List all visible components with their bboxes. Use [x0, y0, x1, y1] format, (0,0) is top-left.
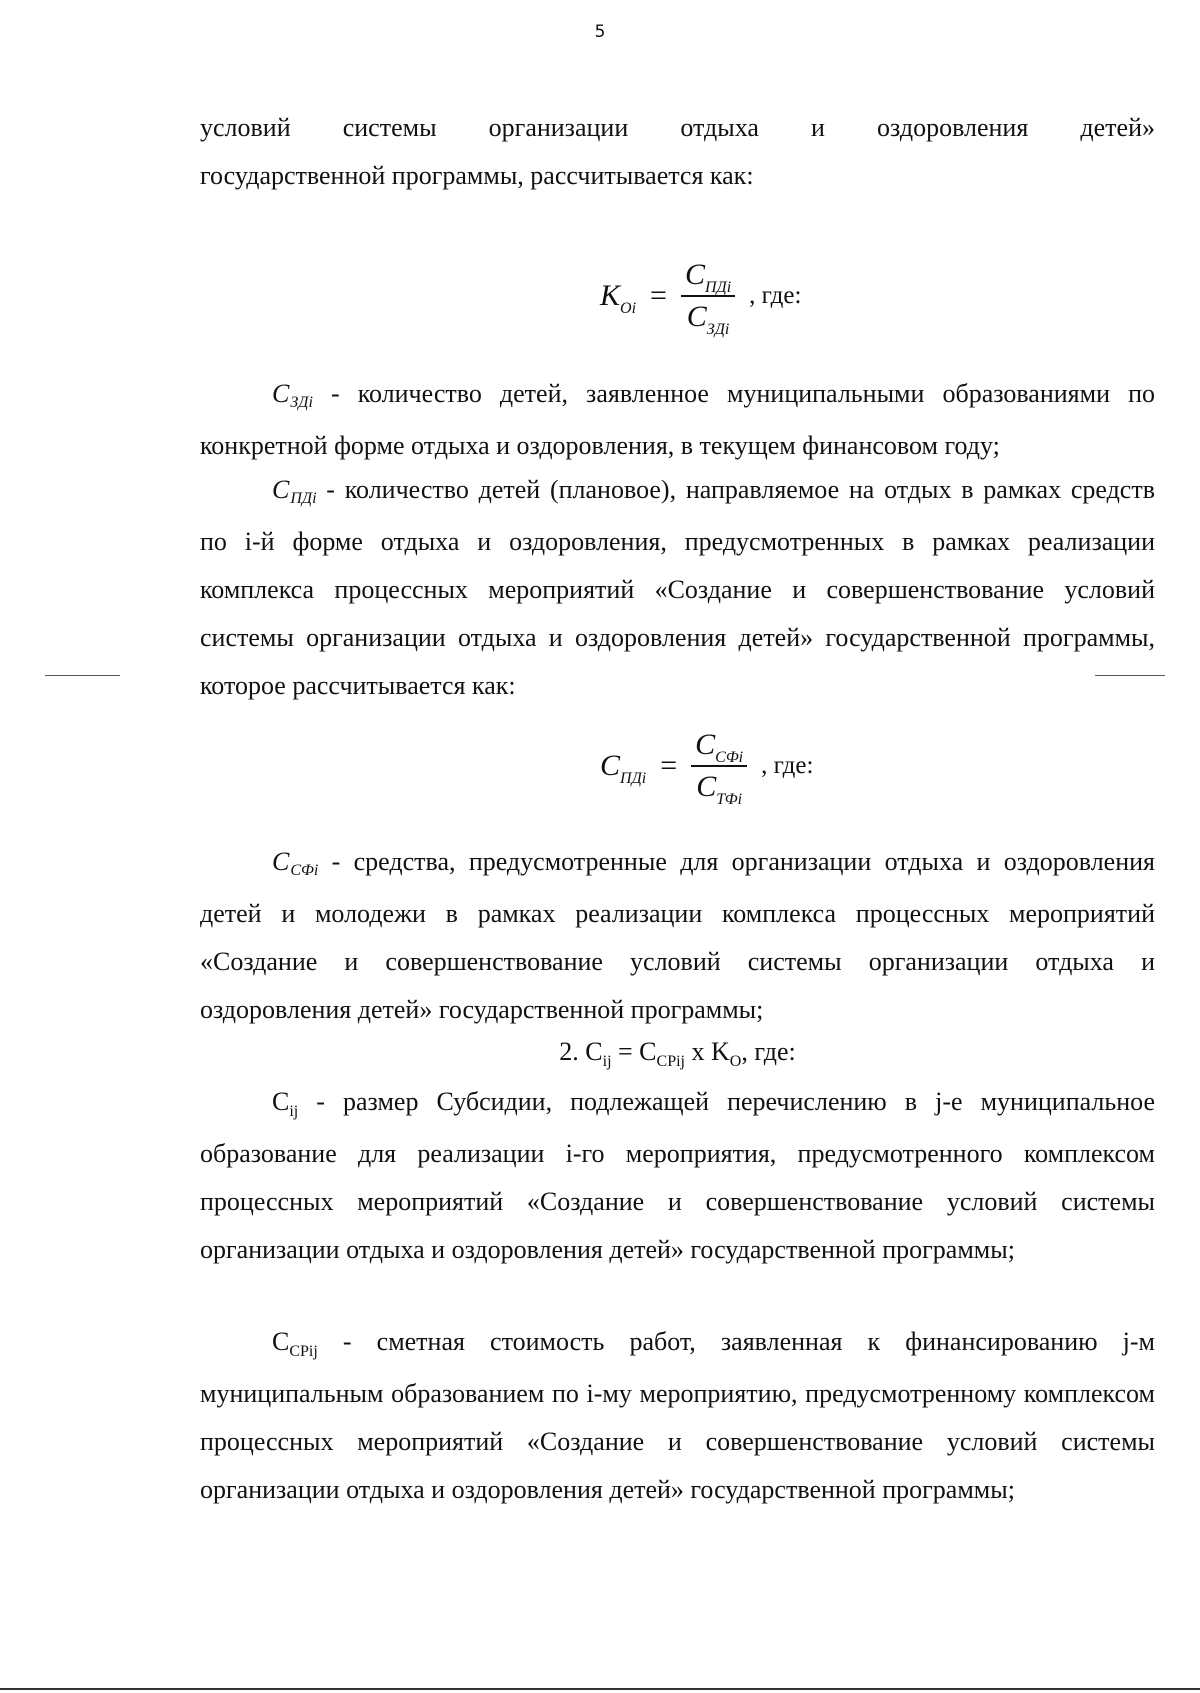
- formula-koi-lhs: $K_{Oi}$: [600, 279, 637, 317]
- equals-sign: =: [660, 749, 678, 782]
- intro-line-2: государственной программы, рассчитывается как:: [200, 161, 754, 190]
- formula-cpdi-where: , где:: [761, 752, 814, 779]
- definition-csfi: CСФi - средства, предусмотренные для организации отдыха и оздоровления детей и молодежи в рамках реализации комплекса процессных мероприятий «Создание и совершенствование условий системы организации отдыха и оздоровления детей» государственной программы;: [200, 847, 1155, 1024]
- scan-artifact-line: [1095, 675, 1165, 676]
- formula-cpdi: [600, 728, 814, 808]
- formula-koi-numerator: $C_{ПДi}$: [681, 258, 735, 297]
- formula-cpdi-numerator: $C_{СФi}$: [691, 728, 747, 767]
- formula-koi-where: , где:: [749, 282, 802, 309]
- definition-czdi: CЗДi - количество детей, заявленное муниципальными образованиями по конкретной форме отдыха и оздоровления, в текущем финансовом году;: [200, 379, 1155, 460]
- page-number: 5: [594, 22, 606, 42]
- formula-koi-denominator: $C_{ЗДi}$: [686, 300, 730, 338]
- scan-artifact-line: [45, 675, 120, 676]
- intro-line-1: условий системы организации отдыха и оздоровления детей»: [200, 113, 1155, 142]
- page-bottom-edge-line: [0, 1688, 1200, 1690]
- definition-cpdi: CПДi - количество детей (плановое), направляемое на отдых в рамках средств по i-й форме отдыха и оздоровления, предусмотренных в рамках реализации комплекса процессных мероприятий «Создание и совершенствование условий системы организации отдыха и оздоровления детей» государственной программы, которое рассчитывается как:: [200, 475, 1155, 700]
- formula-cpdi-denominator: $C_{ТФi}$: [696, 770, 743, 808]
- formula-koi-fraction: [681, 258, 735, 338]
- definition-ccpij: $C_{CPij}$ - сметная стоимость работ, заявленная к финансированию j-м муниципальным образованием по i-му мероприятию, предусмотренному комплексом процессных мероприятий «Создание и совершенствование условий системы организации отдыха и оздоровления детей» государственной программы;: [200, 1327, 1155, 1504]
- formula-cij: 2. $C_{ij} = C_{CPij}$ x $K_O$, где:: [559, 1037, 796, 1070]
- equals-sign: =: [650, 279, 667, 312]
- formula-koi: [600, 258, 802, 338]
- definition-cij: $C_{ij}$ - размер Субсидии, подлежащей перечислению в j-е муниципальное образование для реализации i-го мероприятия, предусмотренного комплексом процессных мероприятий «Создание и совершенствование условий системы организации отдыха и оздоровления детей» государственной программы;: [200, 1087, 1155, 1264]
- formula-cpdi-fraction: [691, 728, 747, 808]
- formula-cpdi-lhs: $C_{ПДi}$: [600, 749, 647, 787]
